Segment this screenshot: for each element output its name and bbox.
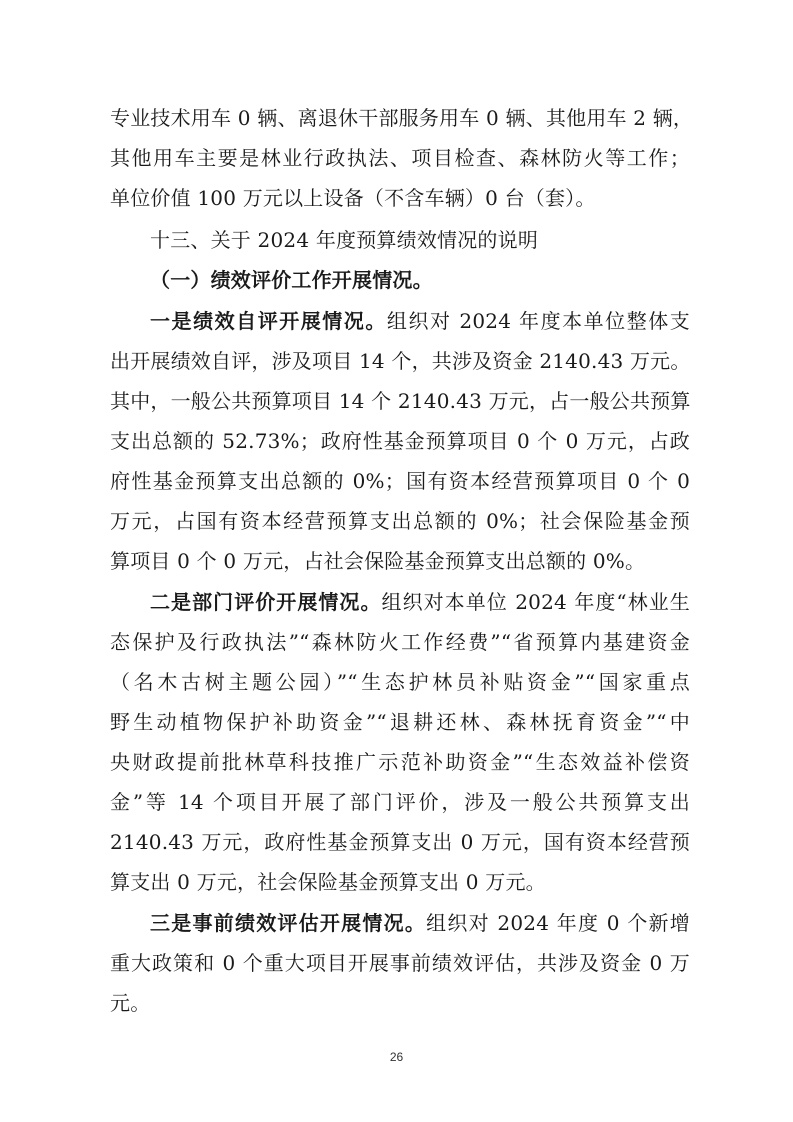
paragraph-department-evaluation-first-line [150, 587, 690, 617]
text-line: 央财政提前批林草科技推广示范补助资金”“生态效益补偿资 [110, 750, 690, 774]
text-line: （名木古树主题公园）”“生态护林员补贴资金”“国家重点 [110, 670, 690, 694]
text-line: 支出总额的 52.73%；政府性基金预算项目 0 个 0 万元，占政 [110, 429, 690, 453]
text-line: 重大政策和 0 个重大项目开展事前绩效评估，共涉及资金 0 万 [110, 951, 690, 975]
text-line: 算项目 0 个 0 万元，占社会保险基金预算支出总额的 0%。 [110, 549, 646, 573]
text-line: 专业技术用车 0 辆、离退休干部服务用车 0 辆、其他用车 2 辆， [110, 106, 694, 130]
paragraph-ex-ante-evaluation-first-line [150, 908, 690, 938]
text-line: 元。 [110, 991, 151, 1015]
text-line: 金”等 14 个项目开展了部门评价，涉及一般公共预算支出 [110, 790, 690, 814]
paragraph-self-evaluation-first-line [150, 306, 690, 336]
text-line: 态保护及行政执法”“森林防火工作经费”“省预算内基建资金 [110, 630, 690, 654]
paragraph-lead-ex-ante-evaluation: 三是事前绩效评估开展情况。 [150, 911, 427, 935]
text-line: 2140.43 万元，政府性基金预算支出 0 万元，国有资本经营预 [110, 830, 690, 854]
page-number: 26 [389, 1050, 404, 1064]
text-line: 出开展绩效自评，涉及项目 14 个，共涉及资金 2140.43 万元。 [110, 349, 691, 373]
text-line: 其中，一般公共预算项目 14 个 2140.43 万元，占一般公共预算 [110, 389, 691, 413]
text-line: 野生动植物保护补助资金”“退耕还林、森林抚育资金”“中 [110, 710, 690, 734]
text-line: 单位价值 100 万元以上设备（不含车辆）0 台（套）。 [110, 186, 596, 210]
paragraph-lead-department-evaluation: 二是部门评价开展情况。 [150, 590, 382, 614]
paragraph-text: 组织对 2024 年度本单位整体支 [386, 309, 690, 333]
paragraph-lead-self-evaluation: 一是绩效自评开展情况。 [150, 309, 387, 333]
section-heading: 十三、关于 2024 年度预算绩效情况的说明 [150, 228, 539, 252]
subsection-heading: （一）绩效评价工作开展情况。 [150, 268, 433, 292]
paragraph-text: 组织对本单位 2024 年度“林业生 [381, 590, 690, 614]
text-line: 府性基金预算支出总额的 0%；国有资本经营预算项目 0 个 0 [110, 469, 690, 493]
text-line: 其他用车主要是林业行政执法、项目检查、森林防火等工作； [110, 146, 690, 170]
paragraph-text: 组织对 2024 年度 0 个新增 [426, 911, 690, 935]
text-line: 算支出 0 万元，社会保险基金预算支出 0 万元。 [110, 870, 546, 894]
text-line: 万元，占国有资本经营预算支出总额的 0%；社会保险基金预 [110, 509, 690, 533]
